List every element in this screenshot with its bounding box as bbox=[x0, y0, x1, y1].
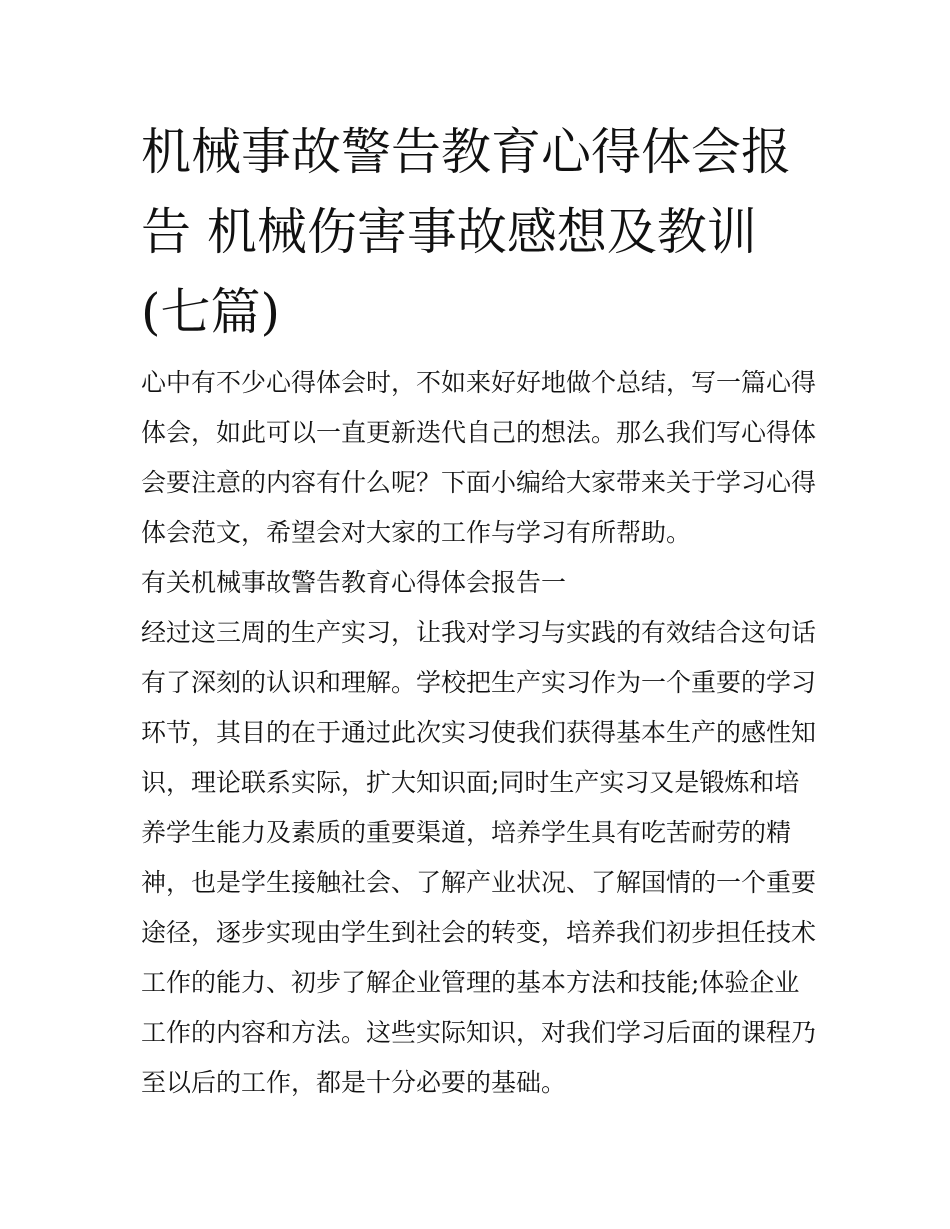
paragraph-line: 养学生能力及素质的重要渠道，培养学生具有吃苦耐劳的精 bbox=[141, 818, 792, 847]
paragraph-line: 途径，逐步实现由学生到社会的转变，培养我们初步担任技术 bbox=[141, 918, 817, 947]
intro-line: 体会，如此可以一直更新迭代自己的想法。那么我们写心得体 bbox=[141, 418, 817, 447]
intro-paragraph bbox=[141, 358, 831, 558]
intro-line: 心中有不少心得体会时，不如来好好地做个总结，写一篇心得 bbox=[141, 368, 817, 397]
document-title bbox=[141, 112, 821, 352]
document-body bbox=[141, 358, 831, 1108]
title-line: 机械事故警告教育心得体会报 bbox=[141, 123, 791, 181]
section-heading: 有关机械事故警告教育心得体会报告一 bbox=[141, 568, 567, 597]
paragraph-line: 神，也是学生接触社会、了解产业状况、了解国情的一个重要 bbox=[141, 868, 817, 897]
body-paragraph bbox=[141, 608, 831, 1108]
paragraph-line: 工作的内容和方法。这些实际知识，对我们学习后面的课程乃 bbox=[141, 1018, 817, 1047]
title-line: 告 机械伤害事故感想及教训 bbox=[141, 203, 757, 261]
paragraph-line: 环节，其目的在于通过此次实习使我们获得基本生产的感性知 bbox=[141, 718, 817, 747]
paragraph-line: 识，理论联系实际，扩大知识面;同时生产实习又是锻炼和培 bbox=[141, 768, 800, 797]
paragraph-line: 经过这三周的生产实习，让我对学习与实践的有效结合这句话 bbox=[141, 618, 817, 647]
intro-line: 体会范文，希望会对大家的工作与学习有所帮助。 bbox=[141, 518, 692, 547]
title-line: (七篇) bbox=[141, 283, 281, 341]
paragraph-line: 工作的能力、初步了解企业管理的基本方法和技能;体验企业 bbox=[141, 968, 800, 997]
paragraph-line: 至以后的工作，都是十分必要的基础。 bbox=[141, 1068, 567, 1097]
intro-line: 会要注意的内容有什么呢？下面小编给大家带来关于学习心得 bbox=[141, 468, 817, 497]
paragraph-line: 有了深刻的认识和理解。学校把生产实习作为一个重要的学习 bbox=[141, 668, 817, 697]
